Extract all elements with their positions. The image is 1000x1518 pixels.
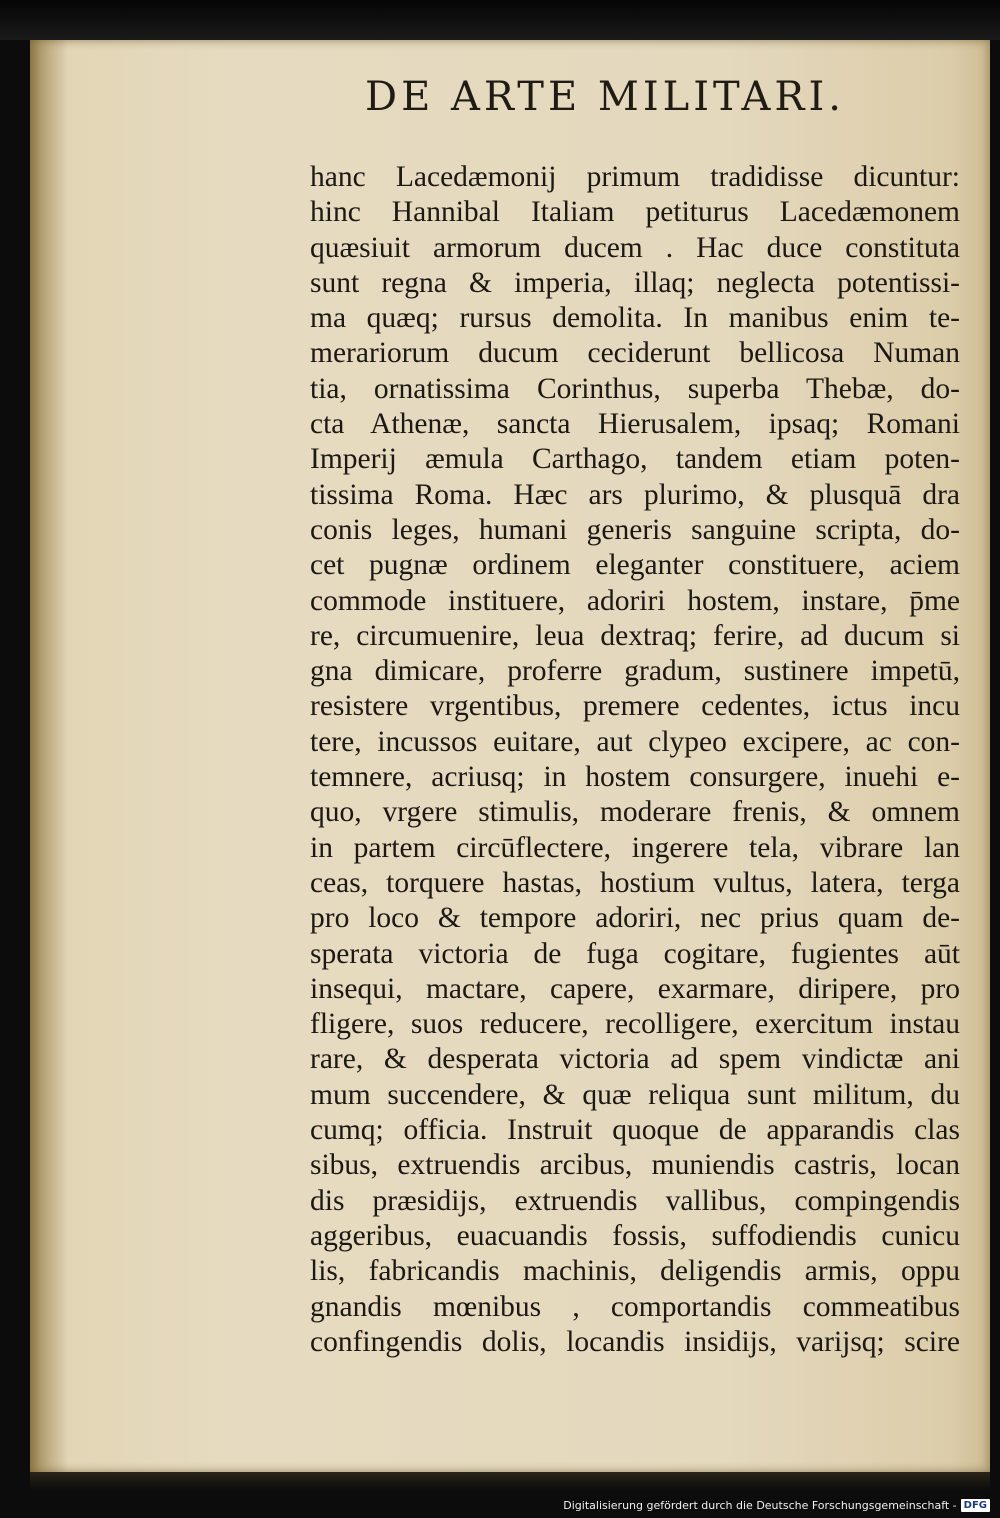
text-line: cet pugnæ ordinem eleganter constituere, aciem	[310, 549, 960, 582]
text-line: gnandis mœnibus , comportandis commeatibus	[310, 1290, 960, 1323]
text-line: resistere vrgentibus, premere cedentes, ictus incu	[310, 690, 960, 723]
text-line: insequi, mactare, capere, exarmare, diripere, pro	[310, 972, 960, 1005]
text-line: sperata victoria de fuga cogitare, fugientes aūt	[310, 937, 960, 970]
book-top-edge	[0, 0, 1000, 40]
text-line: hanc Lacedæmonij primum tradidisse dicuntur:	[310, 161, 960, 193]
text-line: fligere, suos reducere, recolligere, exercitum instau	[310, 1008, 960, 1041]
text-line: pro loco & tempore adoriri, nec prius quam de-	[310, 902, 960, 935]
dfg-logo: DFG	[961, 1499, 990, 1512]
text-line: rare, & desperata victoria ad spem vindictæ ani	[310, 1043, 960, 1076]
main-text	[310, 160, 960, 1360]
text-line: quo, vrgere stimulis, moderare frenis, & omnem	[310, 796, 960, 829]
text-line: temnere, acriusq; in hostem consurgere, inuehi e-	[310, 761, 960, 794]
text-line: tia, ornatissima Corinthus, superba Thebæ, do-	[310, 372, 960, 405]
text-line: merariorum ducum ceciderunt bellicosa Numan	[310, 337, 960, 370]
text-line: cta Athenæ, sancta Hierusalem, ipsaq; Romani	[310, 408, 960, 441]
text-line: quæsiuit armorum ducem . Hac duce constituta	[310, 231, 960, 264]
text-line: conis leges, humani generis sanguine scripta, do-	[310, 513, 960, 546]
text-line: confingendis dolis, locandis insidijs, varijsq; scire	[310, 1325, 960, 1358]
text-line: tissima Roma. Hæc ars plurimo, & plusquā dra	[310, 478, 960, 511]
text-line: re, circumuenire, leua dextraq; ferire, ad ducum si	[310, 619, 960, 652]
gutter-shadow	[30, 40, 68, 1472]
text-line: Imperij æmula Carthago, tandem etiam poten-	[310, 443, 960, 476]
text-line: sunt regna & imperia, illaq; neglecta potentissi-	[310, 266, 960, 299]
text-line: gna dimicare, proferre gradum, sustinere impetū,	[310, 655, 960, 688]
text-line: ma quæq; rursus demolita. In manibus enim te-	[310, 302, 960, 335]
digitization-credit	[563, 1499, 990, 1512]
text-line: sibus, extruendis arcibus, muniendis castris, locan	[310, 1149, 960, 1182]
text-line: lis, fabricandis machinis, deligendis armis, oppu	[310, 1255, 960, 1288]
text-line: in partem circūflectere, ingerere tela, vibrare lan	[310, 831, 960, 864]
running-head: DE ARTE MILITARI.	[365, 74, 846, 120]
page-bottom-rim	[30, 1472, 990, 1490]
credit-text: Digitalisierung gefördert durch die Deutsche Forschungsgemeinschaft -	[563, 1499, 957, 1512]
text-line: mum succendere, & quæ reliqua sunt militum, du	[310, 1078, 960, 1111]
text-line: tere, incussos euitare, aut clypeo excipere, ac con-	[310, 725, 960, 758]
text-line: ceas, torquere hastas, hostium vultus, latera, terga	[310, 866, 960, 899]
text-line: cumq; officia. Instruit quoque de apparandis clas	[310, 1114, 960, 1147]
text-line: hinc Hannibal Italiam petiturus Lacedæmonem	[310, 196, 960, 229]
text-line: aggeribus, euacuandis fossis, suffodiendis cunicu	[310, 1219, 960, 1252]
text-line: commode instituere, adoriri hostem, instare, p̄me	[310, 584, 960, 617]
text-line: dis præsidijs, extruendis vallibus, compingendis	[310, 1184, 960, 1217]
